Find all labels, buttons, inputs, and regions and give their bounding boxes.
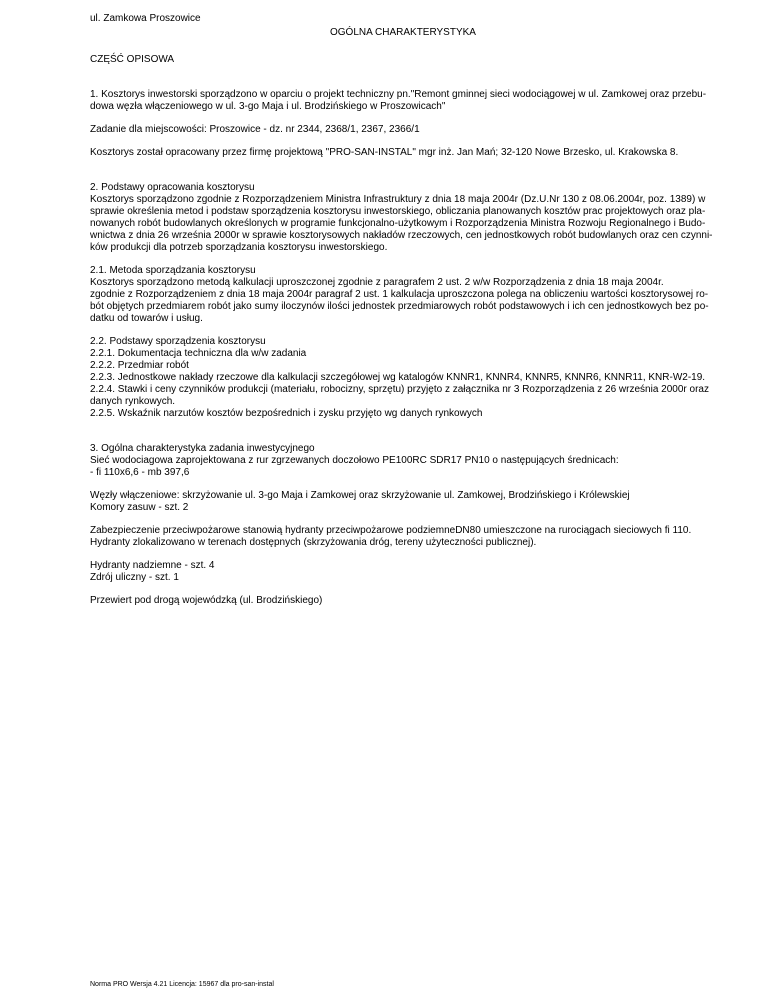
footer-license: Norma PRO Wersja 4.21 Licencja: 15967 dla pro-san-instal: [90, 981, 274, 988]
text-line: Sieć wodociagowa zaprojektowana z rur zgrzewanych doczołowo PE100RC SDR17 PN10 o następujących średnicach:: [90, 455, 619, 466]
section-2-basis: [90, 182, 742, 254]
text-line: Kosztorys sporządzono metodą kalkulacji uproszczonej zgodnie z paragrafem 2 ust. 2 w/w Rozporządzenia z dnia 18 maja 2004r.: [90, 277, 664, 288]
text-line: dowa węzła włączeniowego w ul. 3-go Maja i ul. Brodzińskiego w Proszowicach": [90, 101, 446, 112]
text-line: zgodnie z Rozporządzeniem z dnia 18 maja 2004r paragraf 2 ust. 1 kalkulacja uproszczona polega na obliczeniu wartości kosztorysowej ro-: [90, 289, 709, 300]
paragraph-connection-nodes: [90, 490, 742, 514]
paragraph-project-basis: [90, 89, 742, 113]
list-item: 2.2.2. Przedmiar robót: [90, 360, 189, 371]
list-item: 2.2.3. Jednostkowe nakłady rzeczowe dla kalkulacji szczegółowej wg katalogów KNNR1, KNNR4, KNNR5, KNNR6, KNNR11, KNR-W2-19.: [90, 372, 706, 383]
text-line: Zdrój uliczny - szt. 1: [90, 572, 179, 583]
section-heading: 2. Podstawy opracowania kosztorysu: [90, 182, 255, 193]
section-heading: 2.1. Metoda sporządzania kosztorysu: [90, 265, 256, 276]
section-heading: 2.2. Podstawy sporządzenia kosztorysu: [90, 336, 266, 347]
text-line: 1. Kosztorys inwestorski sporządzono w oparciu o projekt techniczny pn."Remont gminnej sieci wodociągowej w ul. Zamkowej oraz przebu-: [90, 89, 707, 100]
document-body: [90, 54, 742, 618]
header-address: ul. Zamkowa Proszowice: [90, 13, 201, 24]
text-line: Zabezpieczenie przeciwpożarowe stanowią hydranty przeciwpożarowe podziemneDN80 umieszczone na rurociągach sieciowych fi 110.: [90, 525, 692, 536]
section-title: CZĘŚĆ OPISOWA: [90, 54, 175, 65]
text-line: Hydranty nadziemne - szt. 4: [90, 560, 215, 571]
text-line: datku od towarów i usług.: [90, 313, 203, 324]
text-line: Hydranty zlokalizowano w terenach dostępnych (skrzyżowania dróg, tereny użyteczności publicznej).: [90, 537, 537, 548]
section-3-characteristics: [90, 443, 742, 479]
list-item: 2.2.5. Wskaźnik narzutów kosztów bezpośrednich i zysku przyjęto wg danych rynkowych: [90, 408, 483, 419]
text-line: - fi 110x6,6 - mb 397,6: [90, 467, 190, 478]
text-line: nowanych robót budowlanych określonych w programie funkcjonalno-użytkowym i Rozporządzenia Ministra Rozwoju Regionalnego i Budo-: [90, 218, 706, 229]
text-line: Komory zasuw - szt. 2: [90, 502, 189, 513]
text-line: sprawie określenia metod i podstaw sporządzenia kosztorysu inwestorskiego, obliczania planowanych kosztów prac projektowych oraz pla-: [90, 206, 706, 217]
list-item: 2.2.1. Dokumentacja techniczna dla w/w zadania: [90, 348, 307, 359]
section-2-2-basis-list: [90, 336, 742, 420]
list-item: danych rynkowych.: [90, 396, 176, 407]
text-line: Kosztorys sporządzono zgodnie z Rozporządzeniem Ministra Infrastruktury z dnia 18 maja 2004r (Dz.U.Nr 130 z 08.06.2004r, poz. 1389) w: [90, 194, 706, 205]
text-line: Węzły włączeniowe: skrzyżowanie ul. 3-go Maja i Zamkowej oraz skrzyżowanie ul. Zamkowej, Brodzińskiego i Królewskiej: [90, 490, 630, 501]
section-2-1-method: [90, 265, 742, 325]
text-line: ków produkcji dla potrzeb sporządzania kosztorysu inwestorskiego.: [90, 242, 388, 253]
text-line: Kosztorys został opracowany przez firmę projektową "PRO-SAN-INSTAL" mgr inż. Jan Mań; 32-120 Nowe Brzesko, ul. Krakowska 8.: [90, 147, 679, 158]
list-item: 2.2.4. Stawki i ceny czynników produkcji (materiału, robocizny, sprzętu) przyjęto z załącznika nr 3 Rozporządzenia z 26 września 2000r oraz: [90, 384, 709, 395]
section-heading: 3. Ogólna charakterystyka zadania inwestycyjnego: [90, 443, 315, 454]
text-line: Przewiert pod drogą wojewódzką (ul. Brodzińskiego): [90, 595, 323, 606]
paragraph-fire-protection: [90, 525, 742, 549]
paragraph-task-location: [90, 124, 742, 136]
paragraph-hydrants: [90, 560, 742, 584]
paragraph-drilling: [90, 595, 742, 607]
text-line: bót objętych przedmiarem robót jako sumy iloczynów ilości jednostek przedmiarowych robót podstawowych i ich cen jednostkowych bez po-: [90, 301, 709, 312]
document-title: OGÓLNA CHARAKTERYSTYKA: [330, 27, 476, 38]
text-line: wnictwa z dnia 26 września 2000r w sprawie kosztorysowych nakładów rzeczowych, cen jednostkowych robót budowlanych oraz cen czynni-: [90, 230, 713, 241]
text-line: Zadanie dla miejscowości: Proszowice - dz. nr 2344, 2368/1, 2367, 2366/1: [90, 124, 420, 135]
paragraph-author: [90, 147, 742, 159]
